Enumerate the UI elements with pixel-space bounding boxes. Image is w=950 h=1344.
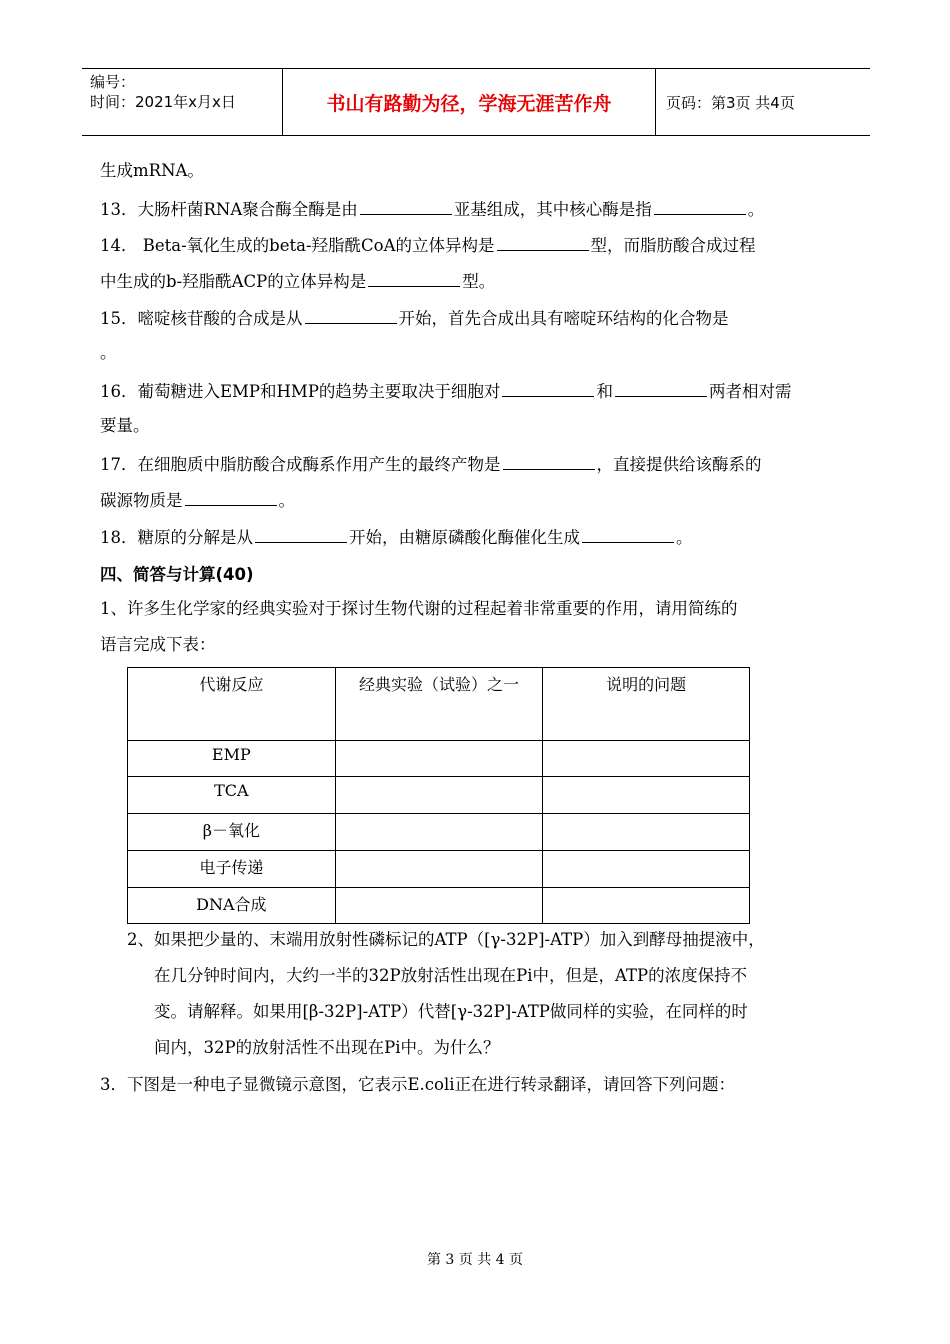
question-text: 型。 <box>462 272 496 291</box>
table-cell-reaction: 电子传递 <box>128 851 336 888</box>
table-cell-reaction: TCA <box>128 777 336 814</box>
question-line <box>100 487 295 513</box>
table-header: 经典实验（试验）之一 <box>335 668 543 741</box>
table-row <box>128 851 750 888</box>
question-line <box>100 341 117 365</box>
question-line <box>100 196 764 222</box>
question-text: 17．在细胞质中脂肪酸合成酶系作用产生的最终产物是 <box>100 455 501 474</box>
table-row <box>128 814 750 851</box>
question-text: 和 <box>596 382 613 401</box>
table-row <box>128 777 750 814</box>
question-text: 13．大肠杆菌RNA聚合酶全酶是由 <box>100 200 358 219</box>
table-header: 说明的问题 <box>543 668 750 741</box>
question-text: 。 <box>747 200 765 219</box>
q3-line: 3．下图是一种电子显微镜示意图，它表示E.coli正在进行转录翻译，请回答下列问题： <box>100 1075 736 1094</box>
number-label: 编号： <box>90 73 136 91</box>
answer-blank[interactable] <box>582 524 674 543</box>
section-title: 四、简答与计算(40) <box>100 565 254 584</box>
table-cell-blank[interactable] <box>335 888 543 924</box>
page-header <box>82 68 870 136</box>
q2-line-1: 2、如果把少量的、末端用放射性磷标记的ATP（[γ-32P]-ATP）加入到酵母抽提液中， <box>127 930 765 949</box>
table-header-row <box>128 668 750 741</box>
table-cell-reaction: EMP <box>128 741 336 777</box>
question-text: 碳源物质是 <box>100 491 183 510</box>
question-text: 生成mRNA。 <box>100 161 204 180</box>
question-text: ，直接提供给该酶系的 <box>596 455 762 474</box>
table-row <box>128 741 750 777</box>
q2-line-4: 间内，32P的放射活性不出现在Pi中。为什么？ <box>154 1038 500 1057</box>
answer-blank[interactable] <box>502 378 594 397</box>
date-label: 时间：2021年x月x日 <box>90 93 236 111</box>
question-line <box>100 268 495 294</box>
question-text: 。 <box>278 491 295 510</box>
question-line <box>100 159 204 183</box>
question-text: 中生成的b-羟脂酰ACP的立体异构是 <box>100 272 367 291</box>
page-footer: 第 3 页 共 4 页 <box>426 1252 524 1268</box>
question-text: 15．嘧啶核苷酸的合成是从 <box>100 309 303 328</box>
q2-line-3: 变。请解释。如果用[β-32P]-ATP）代替[γ-32P]-ATP做同样的实验，在同样的时 <box>154 1002 748 1021</box>
header-page-info: 页码：第3页 共4页 <box>666 93 795 112</box>
question-text: 14． Beta-氧化生成的beta-羟脂酰CoA的立体异构是 <box>100 236 495 255</box>
question-line <box>100 414 150 438</box>
question-text: 开始，由糖原磷酸化酶催化生成 <box>349 528 580 547</box>
answer-blank[interactable] <box>255 524 347 543</box>
answer-blank[interactable] <box>368 268 460 287</box>
question-line <box>100 305 729 331</box>
answer-blank[interactable] <box>360 196 452 215</box>
question-line <box>100 524 693 550</box>
question-text: 亚基组成，其中核心酶是指 <box>453 200 652 219</box>
question-text: 。 <box>676 528 693 547</box>
question-text: 16．葡萄糖进入EMP和HMP的趋势主要取决于细胞对 <box>100 382 501 401</box>
table-cell-blank[interactable] <box>335 851 543 888</box>
table-cell-reaction: DNA合成 <box>128 888 336 924</box>
table-cell-blank[interactable] <box>543 814 750 851</box>
table-cell-blank[interactable] <box>543 741 750 777</box>
table-cell-blank[interactable] <box>543 777 750 814</box>
table-cell-blank[interactable] <box>335 814 543 851</box>
table-row <box>128 888 750 924</box>
answer-blank[interactable] <box>305 305 397 324</box>
question-text: 开始，首先合成出具有嘧啶环结构的化合物是 <box>398 309 729 328</box>
question-line <box>100 232 756 258</box>
question-line <box>100 378 791 404</box>
answer-blank[interactable] <box>497 232 589 251</box>
header-motto: 书山有路勤为径，学海无涯苦作舟 <box>282 69 656 135</box>
table-cell-blank[interactable] <box>543 888 750 924</box>
q1-line-1: 1、许多生化学家的经典实验对于探讨生物代谢的过程起着非常重要的作用，请用简练的 <box>100 599 738 618</box>
q2-line-2: 在几分钟时间内，大约一半的32P放射活性出现在Pi中，但是，ATP的浓度保持不 <box>154 966 748 985</box>
metabolism-table <box>127 667 750 924</box>
question-text: 型，而脂肪酸合成过程 <box>590 236 756 255</box>
header-left <box>82 69 282 135</box>
answer-blank[interactable] <box>615 378 707 397</box>
question-text: 18．糖原的分解是从 <box>100 528 253 547</box>
answer-blank[interactable] <box>185 487 277 506</box>
table-cell-reaction: β－氧化 <box>128 814 336 851</box>
answer-blank[interactable] <box>654 196 746 215</box>
question-text: 两者相对需 <box>708 382 792 401</box>
table-header: 代谢反应 <box>128 668 336 741</box>
table-cell-blank[interactable] <box>335 741 543 777</box>
question-text: 。 <box>100 343 117 362</box>
q1-line-2: 语言完成下表： <box>100 635 216 654</box>
table-cell-blank[interactable] <box>335 777 543 814</box>
answer-blank[interactable] <box>503 451 595 470</box>
table-cell-blank[interactable] <box>543 851 750 888</box>
question-line <box>100 451 762 477</box>
question-text: 要量。 <box>100 416 150 435</box>
